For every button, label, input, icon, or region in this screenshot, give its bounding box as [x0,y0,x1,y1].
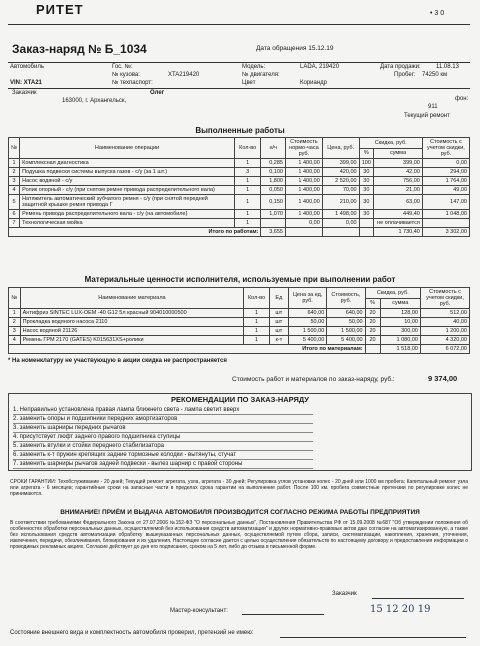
works-cell-pct: 30 [359,177,374,186]
materials-header-pct: % [365,298,380,309]
works-cell-num: 2 [9,168,20,177]
recommendation-item: 5. заменить втулки и стойки переднего стабилизатора [13,442,313,451]
works-row [9,210,470,219]
materials-total-sum: 1 518,00 [380,345,420,354]
materials-cell-name: Насос водяной 21126 [20,327,244,336]
works-cell-sum: 21,00 [374,186,423,195]
color-value: Кориандр [300,80,328,86]
appeal-date [256,45,334,52]
works-cell-cost: 1 400,00 [285,186,322,195]
master-label: Мастер-консультант: [170,608,228,614]
header-divider [8,24,470,25]
works-cell-name: Комплексная диагностика [20,159,235,168]
works-cell-name: Ролик опорный - с/у (при снятом ремне привода распределительного вала) [20,186,235,195]
materials-cell-sum: 10,00 [380,318,420,327]
customer-label: Заказчик [12,90,37,96]
works-cell-price: 420,00 [322,168,359,177]
works-row [9,186,470,195]
works-cell-total: 0,00 [422,159,469,168]
materials-cell-cost: 1 500,00 [327,327,365,336]
materials-row [9,336,470,345]
works-header-name: Наименование операции [20,138,235,159]
materials-row [9,327,470,336]
works-cell-name: Подушка подвески системы выпуска газов - с/у (за 1 шт.) [20,168,235,177]
materials-header-price: Цена за ед, руб. [288,288,326,309]
works-cell-qty: 1 [234,219,261,228]
materials-header-qty: Кол-во [244,288,270,309]
works-header-cost: Стоимость нормо-часа руб. [285,138,322,159]
materials-cell-qty: 1 [244,318,270,327]
works-cell-nh [261,219,286,228]
master-signature-line [242,614,324,615]
works-table [8,137,470,237]
header-company-name: РИТЕТ [36,2,84,17]
works-cell-price: 70,00 [322,186,359,195]
works-row [9,219,470,228]
works-cell-num: 6 [9,210,20,219]
materials-cell-price: 5 400,00 [288,336,326,345]
condition-signature-line [280,637,466,638]
works-row [9,168,470,177]
works-cell-qty: 1 [234,186,261,195]
works-cell-pct: 30 [359,195,374,210]
materials-header-name: Наименование материала [20,288,244,309]
materials-cell-cost: 640,00 [327,309,365,318]
works-cell-price: 0,00 [322,219,359,228]
materials-title: Материальные ценности исполнителя, используемые при выполнении работ [84,275,396,284]
works-cell-pct: 30 [359,168,374,177]
works-cell-num: 3 [9,177,20,186]
recommendation-item: 1. Неправильно установлена правая лампа ближнего света - лампа светит вверх [13,406,313,415]
materials-total-row [9,345,470,354]
warranty-text: СРОКИ ГАРАНТИИ: Техобслуживание - 20 дней; Текущий ремонт агрегата, узла, агрегата - 30 дней; Регулировка углов установки колес - 20 дней или 1000 км пробега; Капитальный ремонт узла или агрегата - 6 месяцев; гарантийные сроки на запасные части в пределах срока гарантии на выполнение работ. После 100 км. пробега совместные претензии по регулировке колес не принимаются. [10,479,468,497]
works-cell-nh: 0,285 [261,159,286,168]
materials-cell-pct: 20 [365,336,380,345]
works-cell-name: Технологическая мойка [20,219,235,228]
works-cell-num: 4 [9,186,20,195]
materials-cell-num: 3 [9,327,21,336]
works-cell-pct: 100 [359,159,374,168]
works-total-total: 3 302,00 [422,228,469,237]
materials-header-row [9,288,470,299]
works-cell-num: 5 [9,195,20,210]
header-code: • 3 0 [430,10,445,17]
works-cell-sum: не оплачивается [374,219,423,228]
body-value: XTA219420 [168,72,200,78]
works-cell-name: Ремень привода распределительного вала - с/у (на автомобиле) [20,210,235,219]
works-cell-cost: 1 400,00 [285,195,322,210]
works-row [9,159,470,168]
attention-text: В соответствии требованиями Федерального Закона от 27.07.2006 №152-ФЗ "О персональных данных", Постановления Правительства РФ от 15.09.2008 №687 "Об утверждении положения об особенностях обработки персональных данных, осуществляемой без использования средств автоматизации" и других нормативно-правовых актов даю согласие на автоматизированную, а также без использования средств автоматизации обработку вышеуказанных персональных данных, осуществляемой путем сбора, записи, систематизации, накопления, хранения, уточнения, извлечения, передачи, обезличивания, блокирования и их удаления. Настоящее согласие дается с целью осуществления обязательств по настоящему договору и предоставления информации о проводимых рекламных акциях. Согласие действует до дня его подписания, сроком на 5 лет, либо до отзыва в письменной форме. [10,520,468,550]
works-header-num: № [9,138,20,159]
works-title: Выполненные работы [195,126,285,135]
works-cell-name: Насос водяной - с/у [20,177,235,186]
works-cell-price: 1 498,00 [322,210,359,219]
works-header-nh: н/ч [261,138,286,159]
condition-text: Состояние внешнего вида и комплектность автомобиля проверил, претензий не имею: [10,630,254,636]
grand-value: 9 374,00 [428,374,458,383]
works-header-discount: Скидка, руб. [359,138,422,149]
phone-value: 911 [428,104,438,110]
materials-header-total: Стоимость с учетом скидки, руб. [420,288,469,309]
phone-label: фон: [455,96,469,102]
gos-label: Гос. №: [112,64,133,70]
works-header-pct: % [359,148,374,159]
materials-cell-qty: 1 [244,309,270,318]
recommendations-list [13,406,313,469]
materials-cell-total: 512,00 [420,309,469,318]
recommendations-box [8,393,472,471]
materials-cell-num: 2 [9,318,21,327]
works-header-price: Цена, руб. [322,138,359,159]
works-cell-nh: 1,800 [261,177,286,186]
sale-value: 11.08.13 [436,64,459,70]
materials-cell-num: 1 [9,309,21,318]
works-cell-sum: 399,00 [374,159,423,168]
customer-address: 163000, г. Архангельск, [62,98,127,104]
materials-total-label: Итого по материалам: [9,345,366,354]
works-header-qty: Кол-во [234,138,261,159]
works-cell-total: 147,00 [422,195,469,210]
works-total-sum: 1 730,40 [374,228,423,237]
handwritten-date: 15 12 20 19 [370,604,431,615]
passport-label: № техпаспорт: [112,80,153,86]
materials-header-unit: Ед [269,288,288,309]
materials-cell-name: Антифриз SINTEC LUX-OEM -40 G12 5л красный 904010000500 [20,309,244,318]
materials-total-total: 6 072,00 [420,345,469,354]
works-body [9,159,470,228]
materials-cell-unit: шт [269,327,288,336]
recommendations-title: РЕКОМЕНДАЦИИ ПО ЗАКАЗ-НАРЯДУ [171,395,309,404]
works-cell-nh: 0,150 [261,195,286,210]
works-cell-total: 294,00 [422,168,469,177]
mileage-label: Пробег: [394,72,416,78]
materials-cell-pct: 20 [365,327,380,336]
works-cell-sum: 63,00 [374,195,423,210]
works-cell-sum: 756,00 [374,177,423,186]
works-cell-qty: 1 [234,177,261,186]
mileage-value: 74250 км [422,72,448,78]
materials-cell-sum: 1 080,00 [380,336,420,345]
body-label: № кузова: [112,72,140,78]
works-header-sum: сумма [374,148,423,159]
recommendation-item: 2. заменить опоры и подшипники передних амортизаторов [13,415,313,424]
works-total-label: Итого по работам: [9,228,261,237]
materials-cell-qty: 1 [244,327,270,336]
works-cell-nh: 0,100 [261,168,286,177]
appeal-label: Дата обращения [256,45,307,52]
materials-header-sum: сумма [380,298,420,309]
engine-label: № двигателя: [242,72,280,78]
works-cell-name: Натяжитель автоматический зубчатого ремня - с/у (при снятой передней защитной крышке ремня привода Г [20,195,235,210]
materials-cell-pct: 20 [365,309,380,318]
recommendation-item: 4. присутствует люфт заднего правого подшипника ступицы [13,433,313,442]
works-header-row [9,138,470,149]
materials-cell-unit: шт [269,318,288,327]
materials-cell-total: 1 200,00 [420,327,469,336]
works-cell-cost: 1 400,00 [285,210,322,219]
materials-header-num: № [9,288,21,309]
materials-cell-cost: 50,00 [327,318,365,327]
works-cell-qty: 3 [234,168,261,177]
customer-signature-line [372,598,464,599]
appeal-value: 15.12.19 [308,45,334,52]
works-cell-total: 49,00 [422,186,469,195]
materials-cell-cost: 5 400,00 [327,336,365,345]
vehicle-mid-line [8,88,470,89]
works-cell-nh: 0,050 [261,186,286,195]
works-cell-sum: 449,40 [374,210,423,219]
works-cell-qty: 1 [234,159,261,168]
recommendation-item: 3. заменить шарниры передних рычагов [13,424,313,433]
materials-header-cost: Стоимость, руб. [327,288,365,309]
works-cell-nh: 1,070 [261,210,286,219]
materials-cell-num: 4 [9,336,21,345]
materials-note: * На номенклатуру не участвующую в акции скидка не распространяется [8,358,227,364]
materials-cell-price: 1 500,00 [288,327,326,336]
works-row [9,195,470,210]
vehicle-top-line [8,62,470,63]
sale-label: Дата продажи: [380,64,421,70]
works-row [9,177,470,186]
materials-body [9,309,470,345]
car-label: Автомобиль [10,64,44,70]
works-cell-pct: 30 [359,186,374,195]
materials-cell-sum: 300,00 [380,327,420,336]
materials-row [9,318,470,327]
works-cell-cost: 1 400,00 [285,159,322,168]
works-cell-cost: 0,00 [285,219,322,228]
works-cell-total: 1 764,00 [422,177,469,186]
model-label: Модель: [242,64,266,70]
works-cell-sum: 42,00 [374,168,423,177]
works-cell-price: 210,00 [322,195,359,210]
works-total-row [9,228,470,237]
materials-cell-price: 50,00 [288,318,326,327]
works-cell-qty: 1 [234,210,261,219]
customer-name: Олег [150,90,165,96]
order-title: Заказ-наряд № Б_1034 [12,42,147,56]
works-header-total: Стоимость с учетом скидки, руб. [422,138,469,159]
current-repair: Текущий ремонт [404,113,450,119]
works-cell-qty: 1 [234,195,261,210]
works-cell-num: 7 [9,219,20,228]
works-cell-price: 399,00 [322,159,359,168]
works-cell-num: 1 [9,159,20,168]
model-value: LADA, 219420 [300,64,340,70]
materials-cell-qty: 1 [244,336,270,345]
materials-cell-price: 640,00 [288,309,326,318]
grand-label: Стоимость работ и материалов по заказ-наряду, руб.: [232,376,395,383]
works-cell-total: 1 048,00 [422,210,469,219]
works-cell-cost: 1 400,00 [285,177,322,186]
works-cell-pct: 30 [359,210,374,219]
materials-cell-unit: шт [269,309,288,318]
works-cell-pct [359,219,374,228]
materials-cell-unit: к-т [269,336,288,345]
materials-cell-total: 4 320,00 [420,336,469,345]
color-label: Цвет [242,80,256,86]
materials-table [8,287,470,354]
materials-cell-name: Ремень ГРМ 2170 (GATES) K015631XS+ролики [20,336,244,345]
materials-header-discount: Скидка, руб. [365,288,420,299]
works-total-nh: 3,655 [261,228,286,237]
materials-cell-pct: 20 [365,318,380,327]
vin-label: VIN: XTA21 [10,80,42,86]
recommendation-item: 7. заменить шарниры рычагов задней подвески - вылез шарнир с правой стороны [13,460,313,469]
materials-cell-name: Прокладка водяного насоса 2110 [20,318,244,327]
materials-row [9,309,470,318]
works-cell-cost: 1 400,00 [285,168,322,177]
customer-signature-label: Заказчик [332,591,357,597]
works-cell-total [422,219,469,228]
works-cell-price: 2 520,00 [322,177,359,186]
recommendation-item: 6. заменить к-т пружин крепящих задние тормозные колодки - вытянуты, стучат [13,451,313,460]
attention-title: ВНИМАНИЕ! ПРИЁМ И ВЫДАЧА АВТОМОБИЛЯ ПРОИЗВОДИТСЯ СОГЛАСНО РЕЖИМА РАБОТЫ ПРЕДПРИЯТИЯ [60,509,420,516]
materials-cell-sum: 128,00 [380,309,420,318]
materials-cell-total: 40,00 [420,318,469,327]
